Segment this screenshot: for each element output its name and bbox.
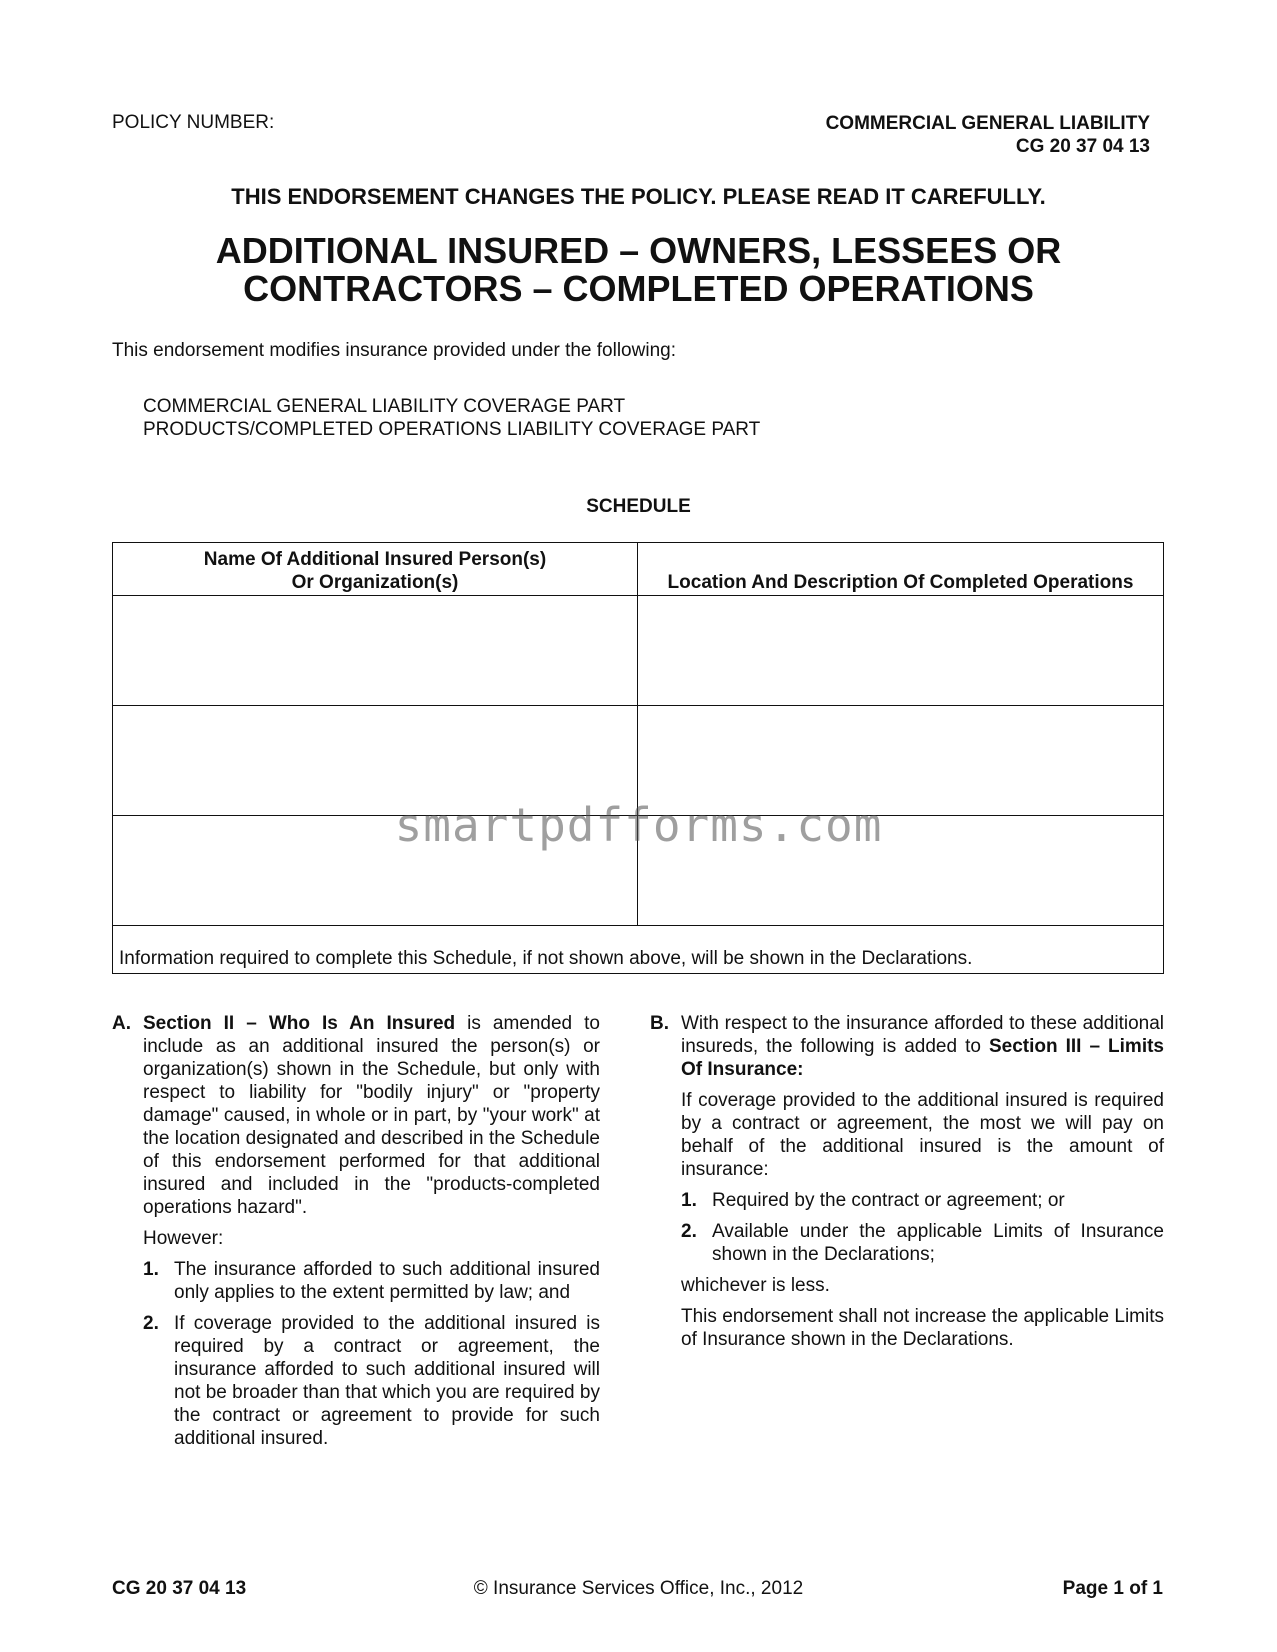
schedule-table <box>112 542 1164 974</box>
section-a-item <box>143 1312 600 1450</box>
item-marker: 2. <box>681 1221 697 1242</box>
section-a <box>112 1012 600 1450</box>
intro-text: This endorsement modifies insurance provided under the following: <box>112 340 676 361</box>
section-a-paragraph <box>112 1012 600 1450</box>
section-b-bold-tail: Section III – Limits Of Insurance: <box>681 1036 1164 1080</box>
column-header-name <box>113 543 638 596</box>
schedule-location-cell[interactable] <box>638 596 1163 706</box>
column-header-name-line-2: Or Organization(s) <box>291 572 459 593</box>
header-right <box>826 112 1150 158</box>
coverage-part: COMMERCIAL GENERAL LIABILITY COVERAGE PART <box>143 396 626 417</box>
section-b <box>650 1012 1164 1351</box>
section-b-whichever: whichever is less. <box>681 1275 830 1296</box>
item-marker: 1. <box>143 1259 159 1280</box>
coverage-part: PRODUCTS/COMPLETED OPERATIONS LIABILITY COVERAGE PART <box>143 419 761 440</box>
schedule-name-cell[interactable] <box>113 596 638 706</box>
title-line-1: ADDITIONAL INSURED – OWNERS, LESSEES OR <box>215 230 1062 271</box>
item-text: The insurance afforded to such additional insured only applies to the extent permitted by law; and <box>174 1259 600 1303</box>
endorsement-notice: THIS ENDORSEMENT CHANGES THE POLICY. PLEASE READ IT CAREFULLY. <box>231 184 1046 209</box>
section-a-lead: Section II – Who Is An Insured <box>143 1013 456 1034</box>
coverage-parts-list <box>143 395 760 441</box>
section-b-marker: B. <box>650 1013 669 1034</box>
item-text: Available under the applicable Limits of Insurance shown in the Declarations; <box>712 1221 1164 1265</box>
section-b-text: With respect to the insurance afforded to these additional insureds, the following is added to <box>681 1013 1164 1057</box>
column-header-location: Location And Description Of Completed Operations <box>638 543 1163 596</box>
section-b-closing: This endorsement shall not increase the applicable Limits of Insurance shown in the Declarations. <box>681 1306 1164 1350</box>
item-text: If coverage provided to the additional insured is required by a contract or agreement, the insurance afforded to such additional insured will not be broader than that which you are required by the contract or agreement to provide for such additional insured. <box>174 1313 600 1449</box>
item-text: Required by the contract or agreement; or <box>712 1190 1065 1211</box>
watermark: smartpdfforms.com <box>394 798 883 852</box>
item-marker: 2. <box>143 1313 159 1334</box>
column-header-name-line-1: Name Of Additional Insured Person(s) <box>203 549 547 570</box>
section-b-paragraph <box>650 1012 1164 1351</box>
page-title <box>0 232 1277 308</box>
policy-number-label: POLICY NUMBER: <box>112 112 275 133</box>
section-b-para-1: If coverage provided to the additional insured is required by a contract or agreement, the most we will pay on behalf of the additional insured is the amount of insurance: <box>681 1090 1164 1180</box>
section-a-text: is amended to include as an additional insured the person(s) or organization(s) shown in the Schedule, but only with respect to liability for "bodily injury" or "property damage" caused, in whole or in part, by "your work" at the location designated and described in the Schedule of this endorsement performed for that additional insured and included in the "products-completed operations hazard". <box>143 1013 600 1218</box>
section-b-item <box>681 1189 1164 1212</box>
schedule-footer-note: Information required to complete this Schedule, if not shown above, will be shown in the Declarations. <box>119 948 973 969</box>
section-b-item <box>681 1220 1164 1266</box>
footer-form-number: CG 20 37 04 13 <box>112 1578 247 1599</box>
form-number-header: CG 20 37 04 13 <box>1015 136 1150 157</box>
footer-page-number: Page 1 of 1 <box>1062 1578 1163 1599</box>
footer-copyright: © Insurance Services Office, Inc., 2012 <box>473 1578 804 1599</box>
section-a-however: However: <box>143 1228 224 1249</box>
title-line-2: CONTRACTORS – COMPLETED OPERATIONS <box>243 268 1034 309</box>
line-of-business: COMMERCIAL GENERAL LIABILITY <box>825 113 1150 134</box>
section-a-marker: A. <box>112 1013 131 1034</box>
schedule-heading: SCHEDULE <box>586 496 691 517</box>
item-marker: 1. <box>681 1190 697 1211</box>
section-a-item <box>143 1258 600 1304</box>
